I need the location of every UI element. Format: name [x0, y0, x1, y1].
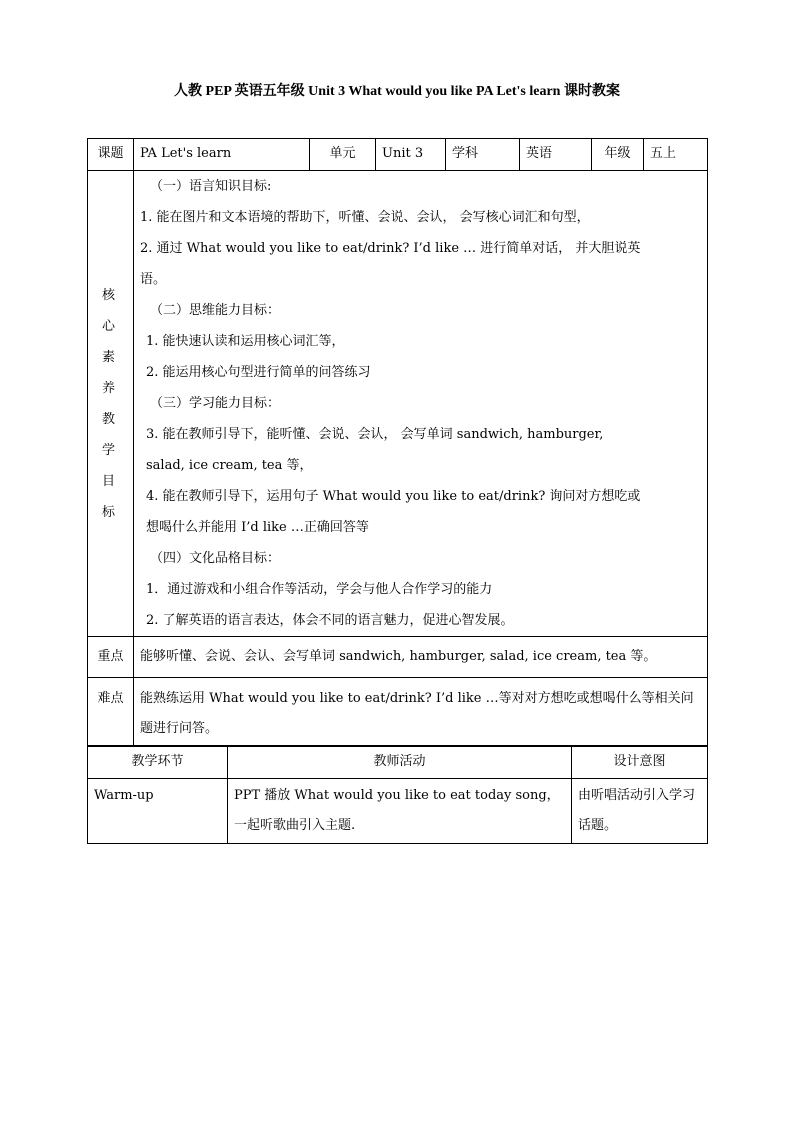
- objectives-row: [88, 171, 708, 637]
- objective-item: salad, ice cream, tea 等，: [146, 458, 313, 473]
- plan-stage: Warm-up: [88, 779, 228, 844]
- objectives-label: [88, 171, 134, 637]
- plan-intent: 由听唱活动引入学习话题。: [572, 779, 708, 844]
- objective-item: 1．通过游戏和小组合作等活动，学会与他人合作学习的能力: [146, 582, 493, 597]
- teaching-plan-table: [87, 745, 708, 844]
- subject-label: 学科: [446, 139, 520, 171]
- plan-header-stage: 教学环节: [88, 746, 228, 779]
- key-point-text: 能够听懂、会说、会认、会写单词 sandwich, hamburger, salad, ice cream, tea 等。: [134, 637, 708, 678]
- page-title: 人教 PEP 英语五年级 Unit 3 What would you like PA Let's learn 课时教案: [174, 84, 620, 99]
- objective-item: 想喝什么并能用 I’d like …正确回答等: [146, 520, 369, 535]
- plan-row: [88, 779, 708, 844]
- objective-heading: （一）语言知识目标:: [150, 179, 272, 194]
- key-point-row: [88, 637, 708, 678]
- subject-value: 英语: [520, 139, 592, 171]
- grade-value: 五上: [644, 139, 708, 171]
- objectives-label-line: 素 养: [101, 349, 119, 396]
- objective-item: 1. 能快速认读和运用核心词汇等，: [146, 334, 345, 349]
- objectives-label-line: 核 心: [101, 287, 119, 334]
- objective-item: 2. 能运用核心句型进行简单的问答练习: [146, 365, 371, 380]
- info-row: [88, 139, 708, 171]
- lesson-info-table: [87, 138, 708, 747]
- grade-label: 年级: [592, 139, 644, 171]
- difficulty-text: 能熟练运用 What would you like to eat/drink? I’d like …等对对方想吃或想喝什么等相关问题进行问答。: [134, 678, 708, 747]
- plan-activity: PPT 播放 What would you like to eat today song，一起听歌曲引入主题.: [228, 779, 572, 844]
- objective-heading: （四）文化品格目标：: [150, 551, 281, 566]
- objectives-content: [134, 171, 708, 637]
- objectives-label-line: 教 学: [101, 411, 119, 458]
- plan-header-row: [88, 746, 708, 779]
- topic-label: 课题: [88, 139, 134, 171]
- topic-value: PA Let's learn: [134, 139, 310, 171]
- objective-heading: （三）学习能力目标：: [150, 396, 281, 411]
- objective-item: 3. 能在教师引导下，能听懂、会说、会认， 会写单词 sandwich, hamburger,: [146, 427, 604, 442]
- difficulty-row: [88, 678, 708, 747]
- objective-item: 2. 通过 What would you like to eat/drink? I’d like … 进行简单对话， 并大胆说英: [140, 241, 641, 256]
- objective-item: 语。: [140, 272, 167, 287]
- plan-header-intent: 设计意图: [572, 746, 708, 779]
- objectives-label-line: 目标: [101, 473, 119, 520]
- objective-item: 2. 了解英语的语言表达，体会不同的语言魅力，促进心智发展。: [146, 613, 514, 628]
- objective-heading: （二）思维能力目标：: [150, 303, 281, 318]
- unit-label: 单元: [310, 139, 376, 171]
- difficulty-label: 难点: [88, 678, 134, 747]
- objective-item: 1. 能在图片和文本语境的帮助下，听懂、会说、会认， 会写核心词汇和句型，: [140, 210, 590, 225]
- objective-item: 4. 能在教师引导下，运用句子 What would you like to eat/drink? 询问对方想吃或: [146, 489, 641, 504]
- unit-value: Unit 3: [376, 139, 446, 171]
- plan-header-activity: 教师活动: [228, 746, 572, 779]
- key-point-label: 重点: [88, 637, 134, 678]
